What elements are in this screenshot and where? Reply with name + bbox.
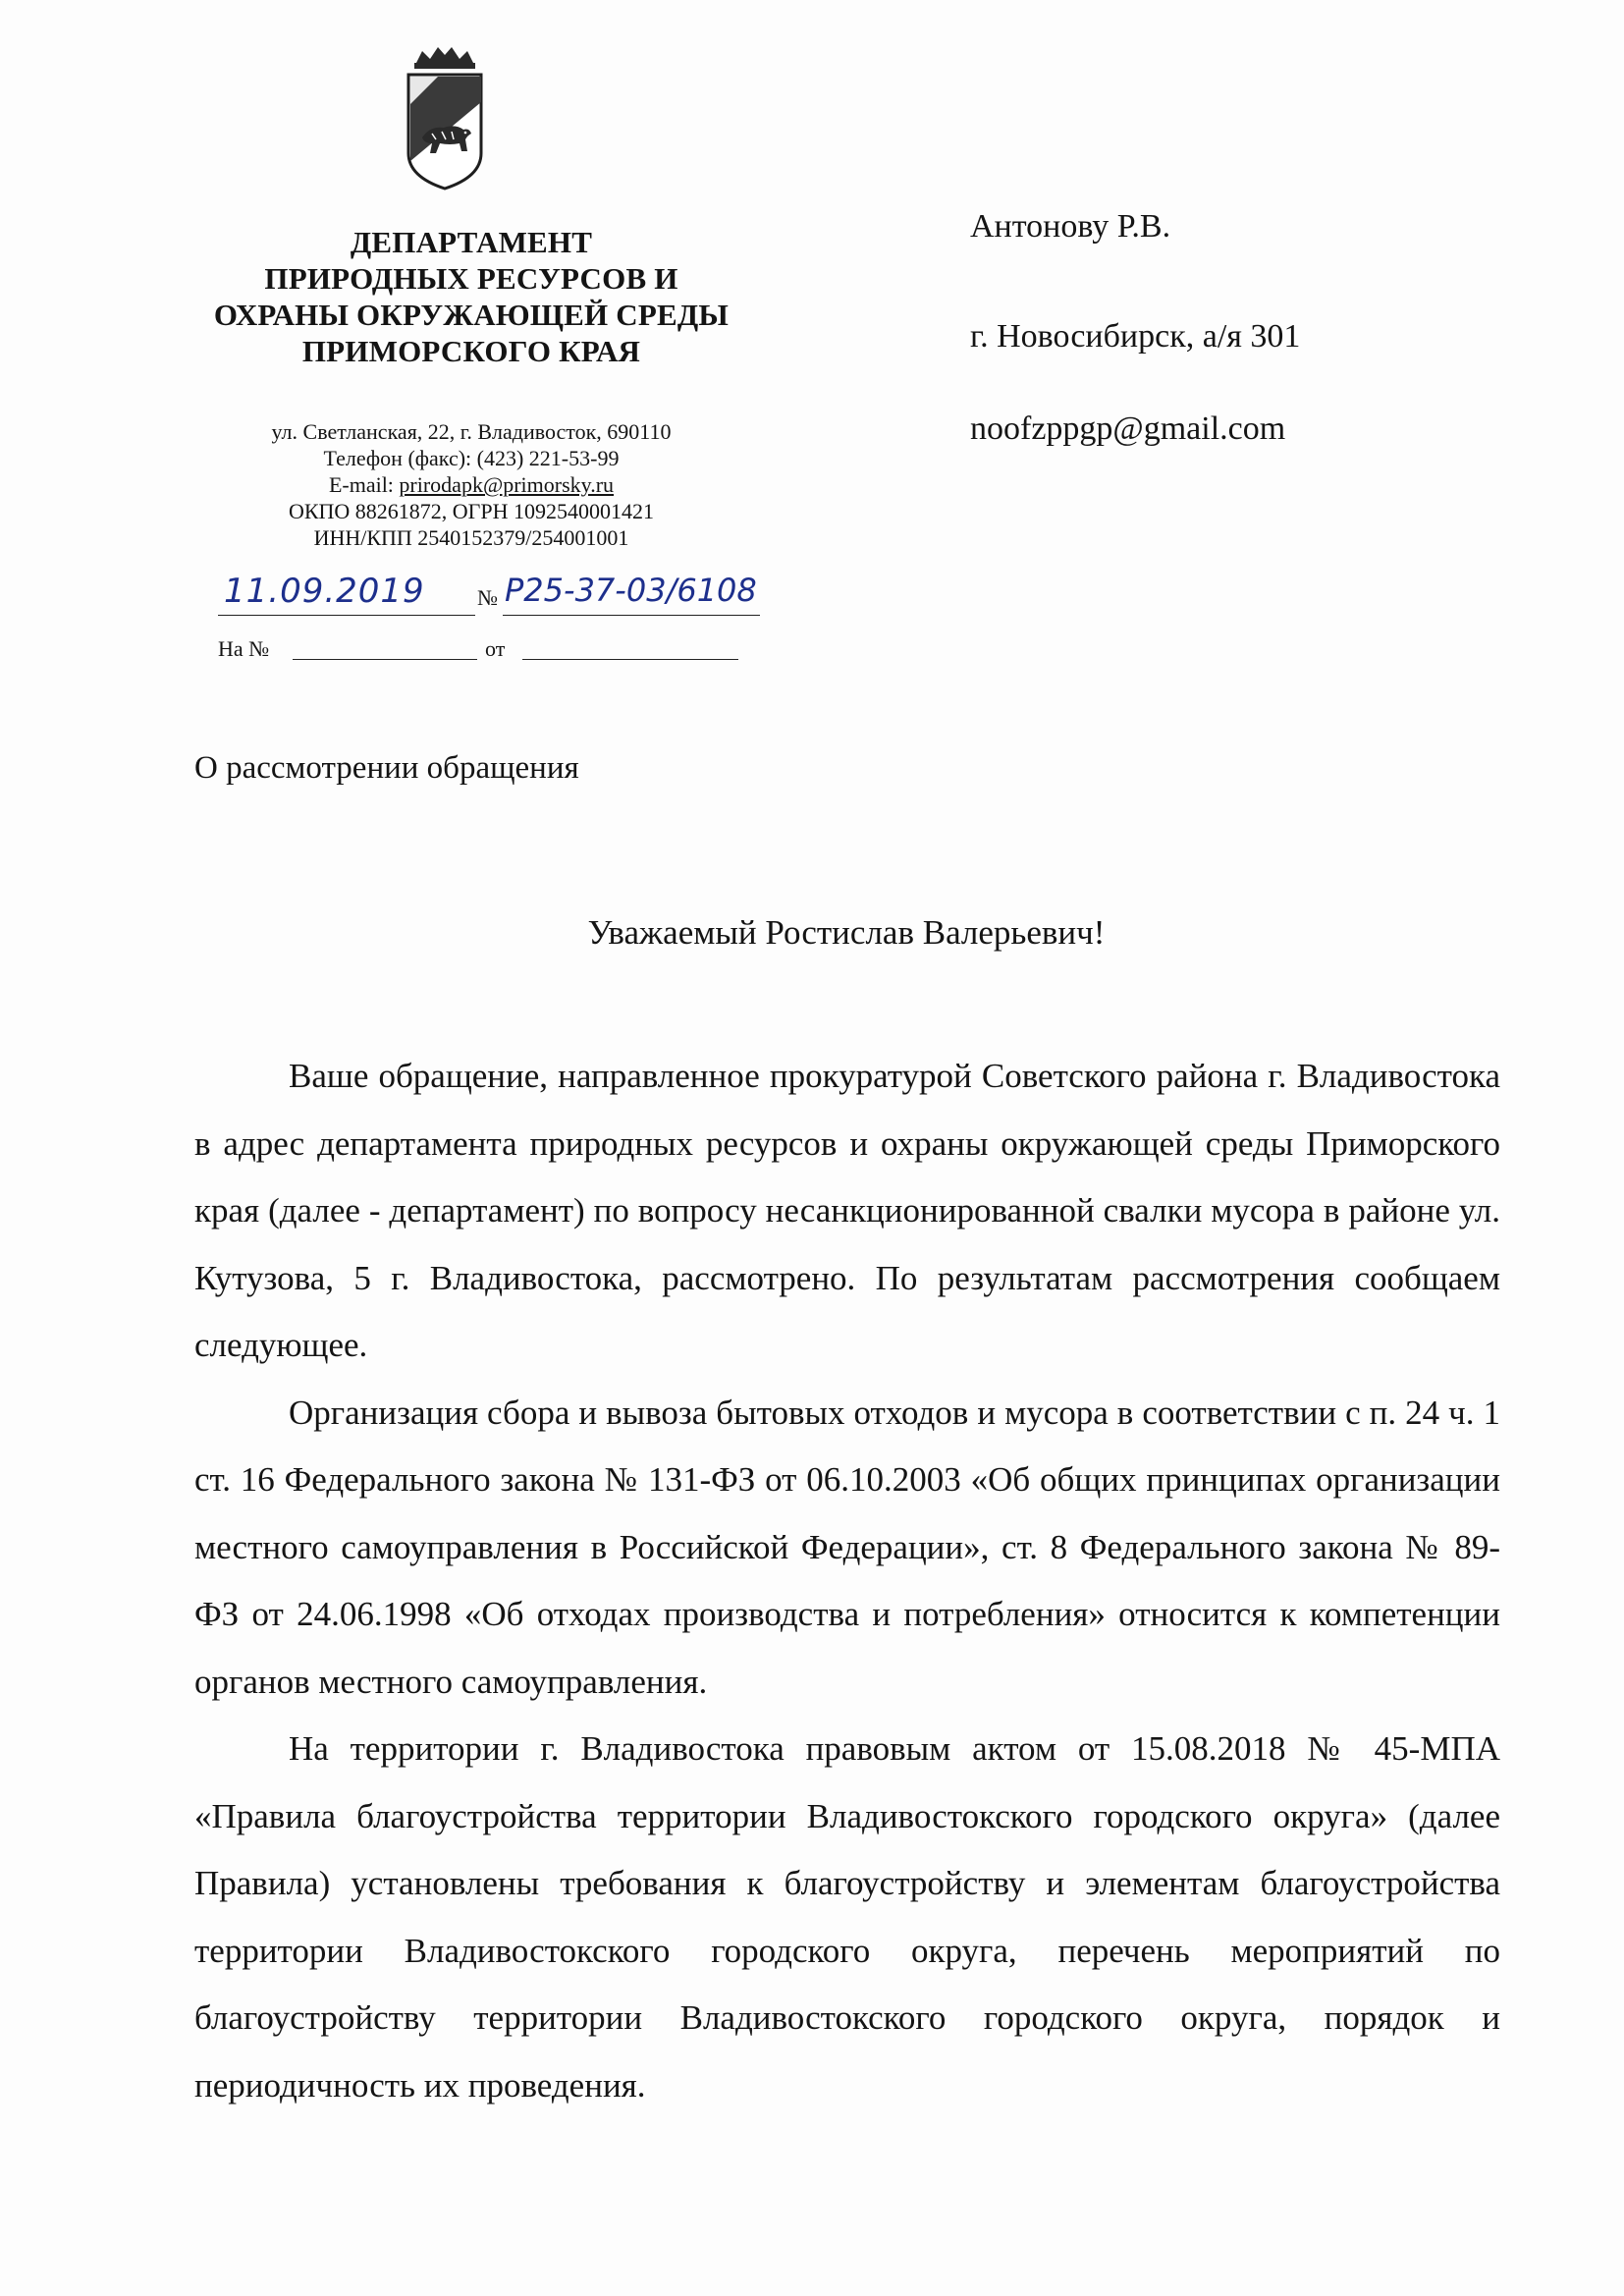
body-paragraph: Организация сбора и вывоза бытовых отходов и мусора в соответствии с п. 24 ч. 1 ст. 16 Федерального закона № 131-ФЗ от 06.10.2003 «Об общих принципах организации местного самоуправления в Российской Федерации», ст. 8 Федерального закона № 89-ФЗ от 24.06.1998 «Об отходах производства и потребления» относится к компетенции органов местного самоуправления. <box>194 1393 1500 1701</box>
department-contacts <box>157 418 785 551</box>
recipient-name: Антонову Р.В. <box>970 208 1171 245</box>
number-underline <box>503 615 760 616</box>
letter-body <box>194 1043 1500 2119</box>
reference-number-label: На № <box>218 636 270 661</box>
registration-line <box>218 572 768 621</box>
letter-subject: О рассмотрении обращения <box>194 750 579 786</box>
registration-number: Р25-37-03/6108 <box>505 572 757 609</box>
department-line: ПРИМОРСКОГО КРАЯ <box>301 334 641 368</box>
reference-date-blank <box>522 659 738 660</box>
recipient-email: noofzppgp@gmail.com <box>970 410 1286 447</box>
registration-date: 11.09.2019 <box>224 572 425 611</box>
date-underline <box>218 615 475 616</box>
department-address: ул. Светланская, 22, г. Владивосток, 690110 <box>271 419 672 444</box>
reference-date-label: от <box>485 636 506 661</box>
department-line: ДЕПАРТАМЕНТ <box>350 225 593 259</box>
body-paragraph: На территории г. Владивостока правовым актом от 15.08.2018 № 45-МПА «Правила благоустройства территории Владивостокского городского округа» (далее Правила) установлены требования к благоустройству и элементам благоустройства территории Владивостокского городского округа, перечень мероприятий по благоустройству территории Владивостокского городского округа, порядок и периодичность их проведения. <box>194 1729 1500 2105</box>
department-okpo-ogrn: ОКПО 88261872, ОГРН 1092540001421 <box>288 499 655 523</box>
department-line: ОХРАНЫ ОКРУЖАЮЩЕЙ СРЕДЫ <box>213 298 730 332</box>
department-phone: Телефон (факс): (423) 221-53-99 <box>323 446 620 470</box>
department-email-link[interactable]: prirodapk@primorsky.ru <box>399 472 615 497</box>
department-name <box>157 224 785 369</box>
department-email-line <box>157 471 785 498</box>
reference-number-blank <box>293 659 477 660</box>
salutation: Уважаемый Ростислав Валерьевич! <box>587 913 1106 952</box>
body-paragraph: Ваше обращение, направленное прокуратурой Советского района г. Владивостока в адрес департамента природных ресурсов и охраны окружающей среды Приморского края (далее - департамент) по вопросу несанкционированной свалки мусора в районе ул. Кутузова, 5 г. Владивостока, рассмотрено. По результатам рассмотрения сообщаем следующее. <box>194 1057 1500 1364</box>
department-inn-kpp: ИНН/КПП 2540152379/254001001 <box>313 525 629 550</box>
recipient-address: г. Новосибирск, а/я 301 <box>970 318 1301 355</box>
email-prefix: E-mail: <box>328 472 400 497</box>
coat-of-arms-icon <box>403 43 487 191</box>
reference-line <box>218 632 768 666</box>
registration-number-label: № <box>477 585 498 610</box>
department-line: ПРИРОДНЫХ РЕСУРСОВ И <box>264 261 678 296</box>
